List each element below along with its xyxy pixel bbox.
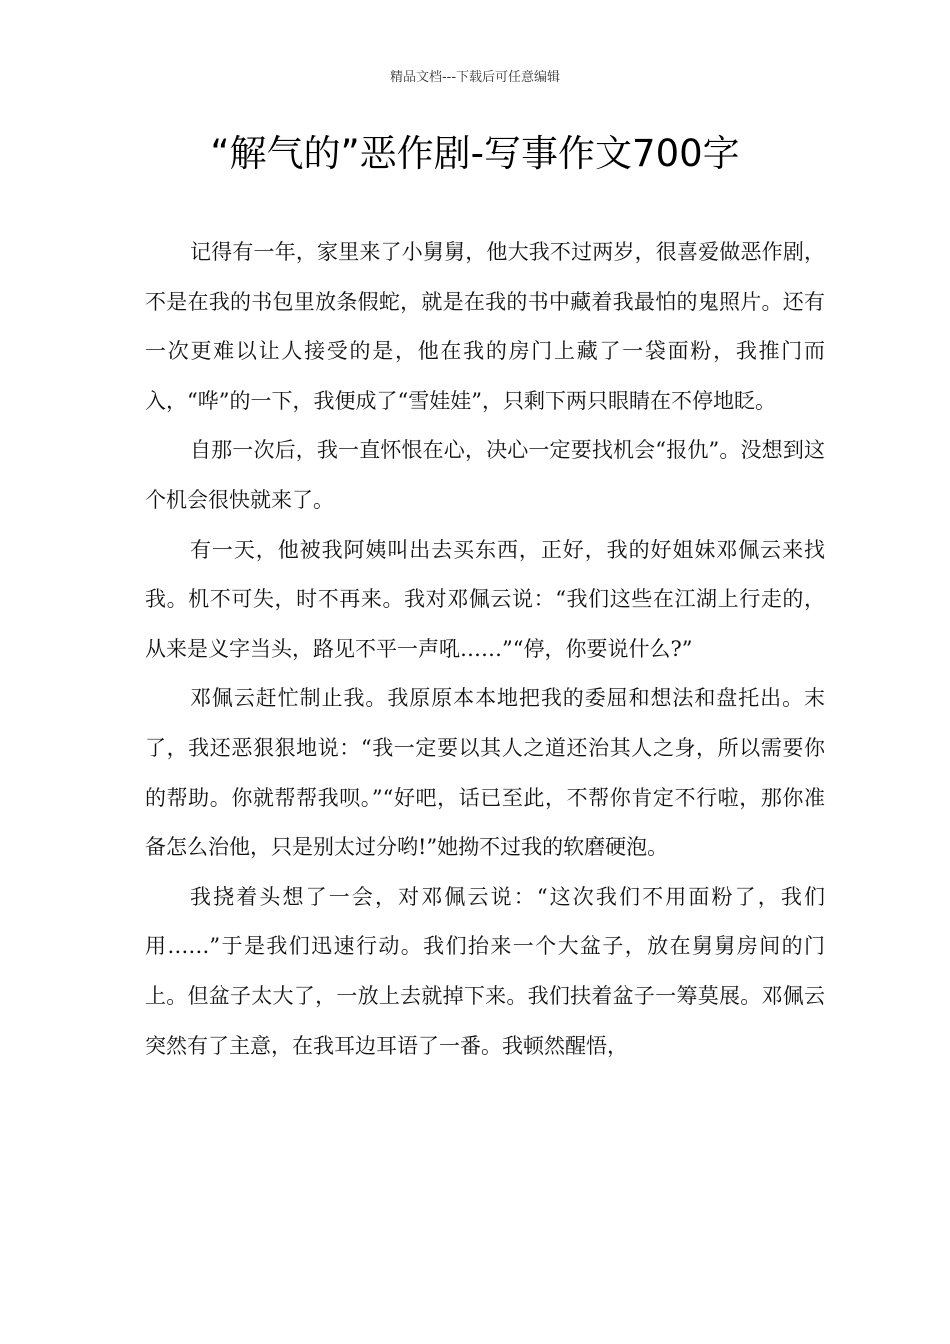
paragraph-3: 有一天，他被我阿姨叫出去买东西，正好，我的好姐妹邓佩云来找我。机不可失，时不再来。我对邓佩云说：“我们这些在江湖上行走的，从来是义字当头，路见不平一声吼……”“停，你要说什么?”	[145, 537, 825, 661]
document-title: “解气的”恶作剧-写事作文700字	[210, 132, 740, 175]
paragraph-2: 自那一次后，我一直怀恨在心，决心一定要找机会“报仇”。没想到这个机会很快就来了。	[145, 438, 825, 512]
page-header: 精品文档---下载后可任意编辑	[389, 70, 561, 85]
paragraph-5: 我挠着头想了一会，对邓佩云说：“这次我们不用面粉了，我们用……”于是我们迅速行动。我们抬来一个大盆子，放在舅舅房间的门上。但盆子太大了，一放上去就掉下来。我们扶着盆子一筹莫展。邓佩云突然有了主意，在我耳边耳语了一番。我顿然醒悟，	[145, 884, 825, 1058]
article-body	[145, 228, 825, 1071]
paragraph-4: 邓佩云赶忙制止我。我原原本本地把我的委屈和想法和盘托出。末了，我还恶狠狠地说：“我一定要以其人之道还治其人之身，所以需要你的帮助。你就帮帮我呗。”“好吧，话已至此，不帮你肯定不行啦，那你准备怎么治他，只是别太过分哟!”她拗不过我的软磨硬泡。	[145, 686, 825, 860]
paragraph-1: 记得有一年，家里来了小舅舅，他大我不过两岁，很喜爱做恶作剧，不是在我的书包里放条假蛇，就是在我的书中藏着我最怕的鬼照片。还有一次更难以让人接受的是，他在我的房门上藏了一袋面粉，我推门而入，“哗”的一下，我便成了“雪娃娃”，只剩下两只眼睛在不停地眨。	[145, 240, 825, 413]
